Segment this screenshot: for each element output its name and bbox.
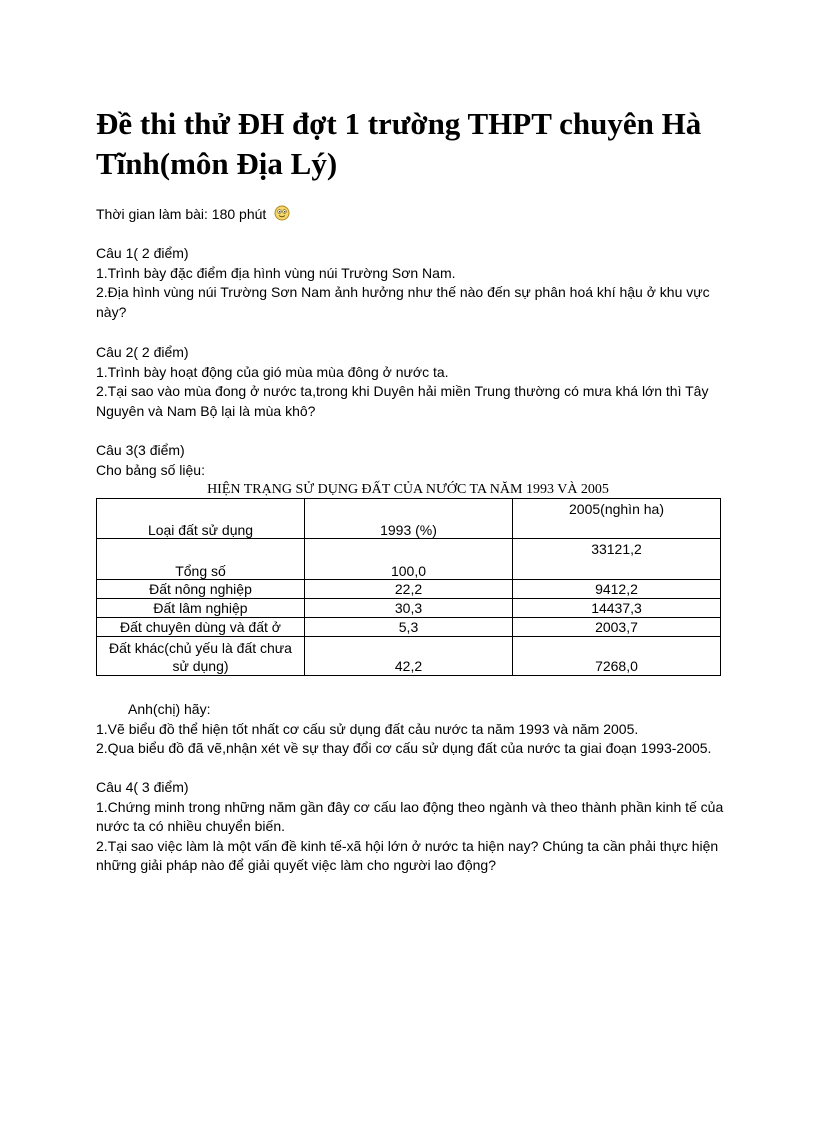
column-header: Loại đất sử dụng <box>97 499 305 539</box>
table-cell: Đất nông nghiệp <box>97 580 305 599</box>
table-cell: 7268,0 <box>513 637 721 676</box>
table-cell: 2003,7 <box>513 618 721 637</box>
exam-time-label: Thời gian làm bài: 180 phút <box>96 206 267 222</box>
question-heading: Câu 3(3 điểm) <box>96 442 185 458</box>
table-row <box>97 580 721 599</box>
question-3-tasks <box>96 700 736 759</box>
table-row <box>97 637 721 676</box>
question-item: 1.Chứng minh trong những năm gần đây cơ cấu lao động theo ngành và theo thành phần kinh tế của nước ta có nhiều chuyển biến. <box>96 798 724 834</box>
table-header-row <box>97 499 721 539</box>
table-cell: 30,3 <box>305 599 513 618</box>
table-cell: 14437,3 <box>513 599 721 618</box>
question-heading: Câu 4( 3 điểm) <box>96 779 189 795</box>
question-item: 2.Tại sao việc làm là một vấn đề kinh tế-xã hội lớn ở nước ta hiện nay? Chúng ta cần phải thực hiện những giải pháp nào để giải quyết việc làm cho người lao động? <box>96 837 719 873</box>
table-cell: 42,2 <box>305 637 513 676</box>
question-intro: Cho bảng số liệu: <box>96 461 205 478</box>
page-title: Đề thi thử ĐH đợt 1 trường THPT chuyên Hà Tĩnh(môn Địa Lý) <box>96 106 702 181</box>
table-row <box>97 599 721 618</box>
question-4 <box>96 778 736 876</box>
question-item: 2.Địa hình vùng núi Trường Sơn Nam ảnh hưởng như thế nào đến sự phân hoá khí hậu ở khu vực này? <box>96 284 710 320</box>
column-header: 1993 (%) <box>305 499 513 539</box>
table-cell: Đất lâm nghiệp <box>97 599 305 618</box>
table-cell: 22,2 <box>305 580 513 599</box>
land-use-table <box>96 498 721 676</box>
table-row <box>97 618 721 637</box>
question-item: 1.Trình bày đặc điểm địa hình vùng núi Trường Sơn Nam. <box>96 264 456 281</box>
table-title: HIỆN TRẠNG SỬ DỤNG ĐẤT CỦA NƯỚC TA NĂM 1993 VÀ 2005 <box>207 482 609 497</box>
table-cell: 5,3 <box>305 618 513 637</box>
question-item: 2.Tại sao vào mùa đong ở nước ta,trong khi Duyên hải miền Trung thường có mưa khá lớn thì Tây Nguyên và Nam Bộ lại là mùa khô? <box>96 383 709 419</box>
question-item: 2.Qua biểu đồ đã vẽ,nhận xét về sự thay đổi cơ cấu sử dụng đất của nước ta giai đoạn 1993-2005. <box>96 740 712 756</box>
table-cell: 9412,2 <box>513 580 721 599</box>
exam-time <box>96 205 736 225</box>
question-item: 1.Trình bày hoạt động của gió mùa mùa đông ở nước ta. <box>96 363 449 380</box>
table-cell: Tổng số <box>97 539 305 580</box>
table-cell: Đất khác(chủ yếu là đất chưa sử dụng) <box>97 637 305 676</box>
question-item: 1.Vẽ biểu đồ thể hiện tốt nhất cơ cấu sử dụng đất cảu nước ta năm 1993 và năm 2005. <box>96 720 639 737</box>
task-lead: Anh(chị) hãy: <box>128 701 211 717</box>
question-1 <box>96 244 736 322</box>
table-row <box>97 539 721 580</box>
question-heading: Câu 1( 2 điểm) <box>96 245 189 261</box>
column-header: 2005(nghìn ha) <box>513 499 721 539</box>
table-cell: Đất chuyên dùng và đất ở <box>97 618 305 637</box>
question-heading: Câu 2( 2 điểm) <box>96 344 189 360</box>
smiley-emoticon-icon <box>274 205 290 221</box>
question-2 <box>96 343 736 421</box>
table-cell: 33121,2 <box>513 539 721 580</box>
table-cell: 100,0 <box>305 539 513 580</box>
question-3 <box>96 441 736 480</box>
